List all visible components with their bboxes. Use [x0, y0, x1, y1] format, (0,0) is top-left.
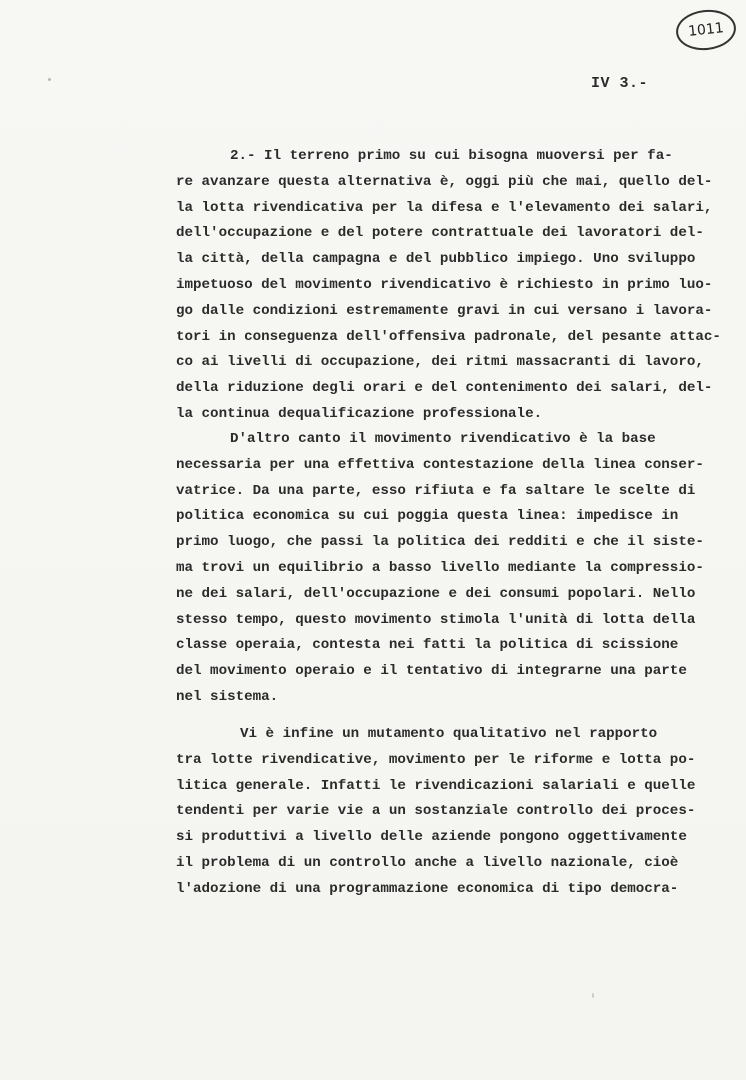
text-line: Vi è infine un mutamento qualitativo nel rapporto	[240, 726, 658, 742]
text-line: dell'occupazione e del potere contrattuale dei lavoratori del-	[176, 225, 704, 242]
text-line: politica economica su cui poggia questa linea: impedisce in	[176, 508, 679, 525]
paragraph-3	[176, 722, 695, 903]
text-line: la lotta rivendicativa per la difesa e l'elevamento dei salari,	[176, 199, 713, 216]
text-line: si produttivi a livello delle aziende pongono oggettivamente	[176, 829, 687, 846]
text-line: il problema di un controllo anche a livello nazionale, cioè	[176, 854, 679, 871]
text-line: 2.- Il terreno primo su cui bisogna muoversi per fa-	[230, 148, 673, 164]
paper-speck	[592, 993, 594, 998]
text-line: litica generale. Infatti le rivendicazioni salariali e quelle	[176, 777, 696, 794]
text-line: tra lotte rivendicative, movimento per le riforme e lotta po-	[176, 751, 696, 768]
text-line: stesso tempo, questo movimento stimola l'unità di lotta della	[176, 611, 696, 628]
text-line: l'adozione di una programmazione economica di tipo democra-	[176, 880, 679, 897]
text-line: vatrice. Da una parte, esso rifiuta e fa saltare le scelte di	[176, 482, 696, 499]
text-line: go dalle condizioni estremamente gravi in cui versano i lavora-	[176, 302, 713, 319]
paragraph-2	[176, 427, 704, 711]
page-number: IV 3.-	[591, 75, 649, 92]
paper-speck	[48, 78, 51, 81]
page-stamp: 1011	[674, 7, 738, 53]
text-line: della riduzione degli orari e del contenimento dei salari, del-	[176, 380, 713, 397]
text-line: re avanzare questa alternativa è, oggi più che mai, quello del-	[176, 173, 713, 190]
text-line: la continua dequalificazione professionale.	[176, 405, 543, 422]
text-line: co ai livelli di occupazione, dei ritmi massacranti di lavoro,	[176, 354, 704, 371]
text-line: ma trovi un equilibrio a basso livello mediante la compressio-	[176, 559, 704, 576]
text-line: tendenti per varie vie a un sostanziale controllo dei proces-	[176, 803, 696, 820]
text-line: del movimento operaio e il tentativo di integrarne una parte	[176, 663, 687, 680]
text-line: la città, della campagna e del pubblico impiego. Uno sviluppo	[176, 251, 696, 268]
text-line: classe operaia, contesta nei fatti la politica di scissione	[176, 637, 679, 654]
text-line: tori in conseguenza dell'offensiva padronale, del pesante attac-	[176, 328, 721, 345]
text-line: impetuoso del movimento rivendicativo è richiesto in primo luo-	[176, 276, 713, 293]
paragraph-1	[176, 144, 721, 428]
text-line: nel sistema.	[176, 688, 279, 705]
text-line: necessaria per una effettiva contestazione della linea conser-	[176, 456, 704, 473]
text-line: D'altro canto il movimento rivendicativo è la base	[230, 431, 656, 447]
text-line: primo luogo, che passi la politica dei redditi e che il siste-	[176, 534, 704, 551]
text-line: ne dei salari, dell'occupazione e dei consumi popolari. Nello	[176, 585, 696, 602]
